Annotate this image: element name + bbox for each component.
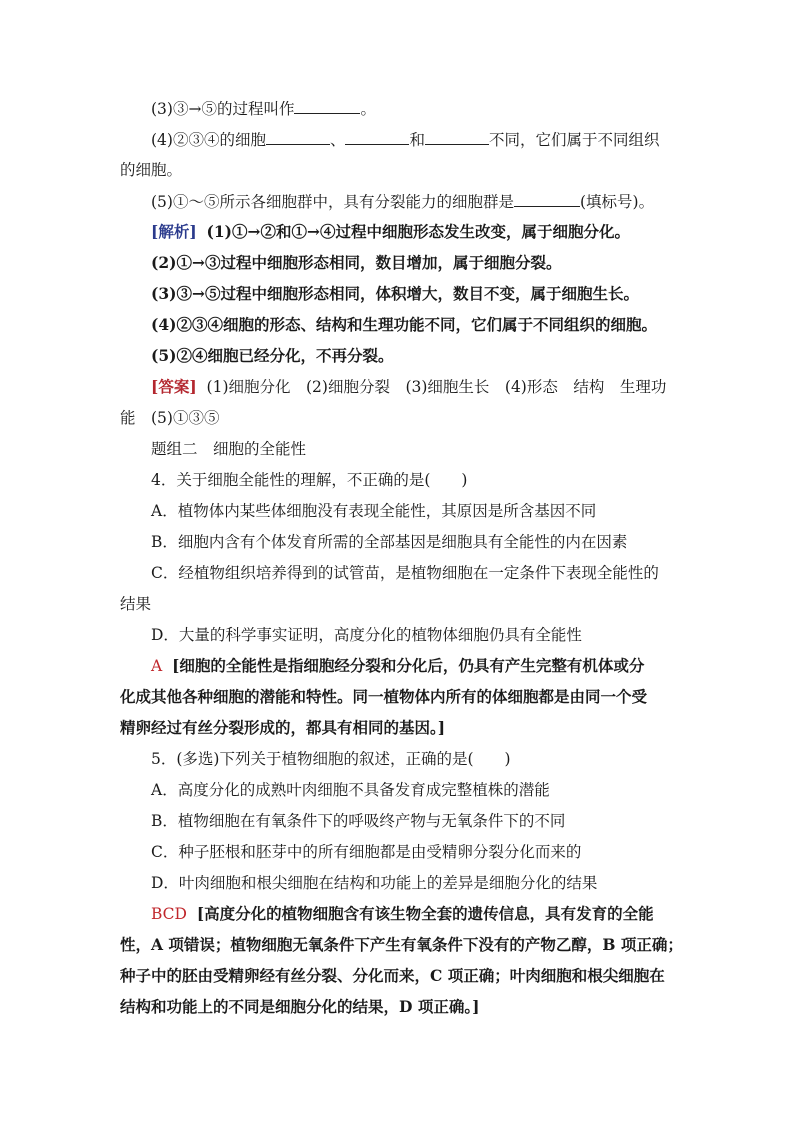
q4-stem: 4．关于细胞全能性的理解，不正确的是( ) xyxy=(151,471,468,489)
analysis-line-3: (3)③→⑤过程中细胞形态相同，体积增大，数目不变，属于细胞生长。 xyxy=(151,284,639,303)
answer-blank xyxy=(425,129,489,145)
q4-explanation: [细胞的全能性是指细胞经分裂和分化后，仍具有产生完整有机体或分 xyxy=(172,656,645,675)
q4-explanation-line-1 xyxy=(151,656,644,676)
q5-option-a: A．高度分化的成熟叶肉细胞不具备发育成完整植株的潜能 xyxy=(151,781,550,799)
analysis-line-2: (2)①→③过程中细胞形态相同，数目增加，属于细胞分裂。 xyxy=(151,253,562,272)
q4-option-c: C．经植物组织培养得到的试管苗，是植物细胞在一定条件下表现全能性的 xyxy=(151,564,659,582)
q5-answer: BCD xyxy=(151,905,187,923)
q3-sub5 xyxy=(151,191,654,212)
analysis-line-4: (4)②③④细胞的形态、结构和生理功能不同，它们属于不同组织的细胞。 xyxy=(151,315,657,334)
q3-sub4-line2: 的细胞。 xyxy=(120,161,183,179)
q5-option-c: C．种子胚根和胚芽中的所有细胞都是由受精卵分裂分化而来的 xyxy=(151,843,582,861)
answer-blank xyxy=(294,98,360,114)
q4-option-d: D．大量的科学事实证明，高度分化的植物体细胞仍具有全能性 xyxy=(151,626,582,644)
q4-explanation-line-2: 化成其他各种细胞的潜能和特性。同一植物体内所有的体细胞都是由同一个受 xyxy=(120,687,648,706)
answer-blank xyxy=(345,129,409,145)
q3-sub3 xyxy=(151,98,376,119)
analysis-text: (1)①→②和①→④过程中细胞形态发生改变，属于细胞分化。 xyxy=(206,222,630,241)
q3-sub4-text: (4)②③④的细胞 xyxy=(151,131,266,149)
q3-sub3-tail: 。 xyxy=(360,100,376,118)
q5-explanation-line-4: 结构和功能上的不同是细胞分化的结果，D 项正确。] xyxy=(120,997,480,1016)
q5-explanation-line-1 xyxy=(151,904,654,924)
q3-sub5-text2: (填标号)。 xyxy=(579,193,655,211)
q3-sub4 xyxy=(151,129,660,150)
answer-blank xyxy=(266,129,330,145)
q3-sub4-sep: 、 xyxy=(329,131,346,149)
q5-explanation: [高度分化的植物细胞含有该生物全套的遗传信息，具有发育的全能 xyxy=(196,904,654,923)
q3-sub5-text: (5)①～⑤所示各细胞群中，具有分裂能力的细胞群是 xyxy=(151,193,514,211)
analysis-line-1 xyxy=(151,222,630,242)
answer-blank xyxy=(514,191,580,207)
q4-option-b: B．细胞内含有个体发育所需的全部基因是细胞具有全能性的内在因素 xyxy=(151,533,628,551)
q5-explanation-line-2: 性，A 项错误；植物细胞无氧条件下产生有氧条件下没有的产物乙醇，B 项正确； xyxy=(120,935,683,954)
q4-option-c-line2: 结果 xyxy=(120,595,152,613)
q3-sub4-sep: 和 xyxy=(409,131,425,149)
answer-text: (1)细胞分化 (2)细胞分裂 (3)细胞生长 (4)形态 结构 生理功 xyxy=(206,378,667,396)
q4-answer: A xyxy=(151,657,163,675)
q4-option-a: A．植物体内某些体细胞没有表现全能性，其原因是所含基因不同 xyxy=(151,502,597,520)
q3-sub4-text2: 不同，它们属于不同组织 xyxy=(489,131,660,149)
q5-option-d: D．叶肉细胞和根尖细胞在结构和功能上的差异是细胞分化的结果 xyxy=(151,874,598,892)
group2-title: 题组二 细胞的全能性 xyxy=(151,440,307,458)
q3-sub3-text: (3)③→⑤的过程叫作 xyxy=(151,100,295,118)
q5-option-b: B．植物细胞在有氧条件下的呼吸终产物与无氧条件下的不同 xyxy=(151,812,566,830)
answer-line-1 xyxy=(151,377,673,397)
answer-line-2: 能 (5)①③⑤ xyxy=(120,409,220,427)
answer-tag: [答案] xyxy=(151,377,197,396)
q4-explanation-line-3: 精卵经过有丝分裂形成的，都具有相同的基因。] xyxy=(120,718,446,737)
analysis-tag: [解析] xyxy=(151,222,197,241)
q5-explanation-line-3: 种子中的胚由受精卵经有丝分裂、分化而来，C 项正确；叶肉细胞和根尖细胞在 xyxy=(120,966,665,985)
q5-stem: 5．(多选)下列关于植物细胞的叙述，正确的是( ) xyxy=(151,750,511,768)
analysis-line-5: (5)②④细胞已经分化，不再分裂。 xyxy=(151,346,394,365)
